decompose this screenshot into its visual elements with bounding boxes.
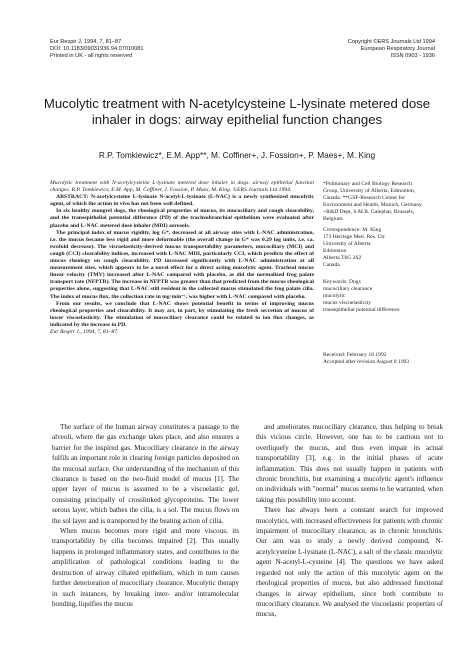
- correspondence: [323, 227, 443, 268]
- printed-line: Printed in UK - all rights reserved: [50, 53, 133, 59]
- journal-header-right: [348, 39, 435, 60]
- correspondence-line: University of Alberta: [323, 240, 371, 247]
- keywords: [323, 279, 443, 314]
- body-paragraph: When mucus becomes more rigid and more viscous, its transportability by cilia becomes impaired [2]. This usually happens in prolonged inflammatory states, and contributes to the amplification of pathological conditions leading to the destruction of airway ciliated epithelium, which in turn causes further deterioration of mucociliary clearance. Mucolytic therapy in such instances, by breaking inter- and/or intramolecular bonding, liquifies the mucus: [52, 527, 239, 608]
- abstract-label: ABSTRACT:: [56, 194, 89, 201]
- abstract-p2: In six healthy mongrel dogs, the rheological properties of mucus, its mucociliary and cough clearability, and the transepithelial potential difference (PD) of the tracheobronchial epithelium were evaluated after placebo and L-NAC metered dose inhaler (MDI) aerosols.: [50, 208, 314, 229]
- keyword-line: transepithelial potential difference: [323, 306, 400, 313]
- journal-header-left: [50, 39, 144, 60]
- correspondence-line: Canada: [323, 261, 340, 268]
- body-column-left: [52, 422, 239, 609]
- keyword-line: mucociliary clearance: [323, 285, 373, 292]
- abstract-p1: N-acetylcysteine L-lysinate N-acetyl-L-lysinate (L-NAC) is a newly synthesized mucolytic agent, of which the action in vivo has not been well defined.: [50, 194, 315, 208]
- paper-title: Mucolytic treatment with N-acetylcysteine L-lysinate metered dose inhaler in dogs: airway epithelial function changes: [43, 96, 431, 127]
- correspondence-line: Alberta T6G 2S2: [323, 254, 362, 261]
- abstract-footer: Eur Respir J., 1994, 7, 81–87.: [50, 328, 119, 335]
- abstract-citation: Mucolytic treatment with N-acetylcysteine L-lysinate metered dose inhaler in dogs: airway epithelial function changes. R.P. Tomkiewicz, E.M. App, M. Coffiner, J. Fossion, P. Maes, M. King. ©ERS Journals Ltd 1994.: [50, 180, 314, 194]
- accepted-date: Accepted after revision August 8 1993: [323, 358, 410, 365]
- body-paragraph: The surface of the human airway constitutes a passage to the alveoli, where the gas exchange takes place, and also ensures a barrier for the inspired gas. Mucociliary clearance in the airway fulfils an important role in clearing foreign particles deposited on the mucosal surface. Our understanding of the mechanism of this clearance is based on the two-fluid model of mucus [1]. The upper layer of mucus is assumed to be a viscoelastic gel, consisting principally of crosslinked glycoproteins. The lower serous layer, which bathes the cilia, is a sol. The mucus flows on the sol layer and is transported by the beating action of cilia.: [52, 423, 239, 525]
- keyword-line: mucolytic: [323, 292, 346, 299]
- body-paragraph: and ameliorates mucociliary clearance, thus helping to break this vicious circle. However, one has to be cautious not to overliquefy the mucus, and thus even impair its actual transportability [3], e.g. in the initial phases of acute inflammation. This does not usually happen in patients with chronic bronchitis, but examining a mucolytic agent's influence on individuals with "normal" mucus seems to be warranted, when taking this possibility into account.: [256, 423, 443, 504]
- doi-line: DOI: 10.1183/09031936.94.07010081: [50, 46, 144, 52]
- correspondence-line: Edmonton: [323, 247, 347, 254]
- issn-line: ISSN 0903 - 1936: [390, 53, 435, 59]
- affiliation-line: Environment and Health, Munich, Germany.: [323, 201, 423, 208]
- body-column-right: [256, 422, 443, 620]
- abstract-p4: From our results, we conclude that L-NAC shows potential benefit in terms of improving mucus rheological properties and clearability. It may act, in part, by stimulating the fresh secretion of mucus of lower viscoelasticity. The stimulation of mucociliary clearance could be related to ion flux changes, as indicated by the increase in PD.: [50, 300, 314, 328]
- affiliations: [323, 181, 443, 222]
- affiliation-line: Group, University of Alberta, Edmonton,: [323, 187, 416, 194]
- copyright-line: Copyright ©ERS Journals Ltd 1994: [347, 39, 435, 45]
- affiliation-line: +R&D Dept, S.M.B. Galephar, Brussels,: [323, 208, 415, 215]
- keyword-line: mucus viscoelasticity: [323, 299, 372, 306]
- journal-citation: Eur Respir J, 1994, 7, 81–87: [50, 39, 122, 45]
- abstract: [50, 180, 314, 336]
- author-list: R.P. Tomkiewicz*, E.M. App**, M. Coffiner+, J. Fossion+, P. Maes+, M. King: [98, 150, 376, 160]
- received-date: Received: February 18 1992: [323, 352, 387, 358]
- abstract-intro: [50, 194, 314, 208]
- received-dates: [323, 352, 443, 366]
- keyword-line: Keywords: Dogs: [323, 279, 361, 285]
- correspondence-line: Correspondence: M. King: [323, 227, 382, 233]
- abstract-p3: The principal index of mucus rigidity, log G*, decreased at all airway sites with L-NAC administration, i.e. the mucus became less rigid and more deformable (the overall change in G* was 0.29 log units, i.e. ca. twofold decrease). The viscoelasticity-derived mucus transportability parameters, mucociliary (MCI) and cough (CCI) clearability indices, increased with L-NAC MDI, particularly CCI, which predicts the effect of mucus rheology on cough clearability. PD increased significantly with L-NAC administration at all measurement sites, which appears to be a novel effect for a direct acting mucolytic agent. Tracheal mucus linear velocity (TMV) increased after L-NAC compared with placebo, as did the normalized frog palate transport rate (NFPTR). The increase in NFPTR was greater than that predicted from the mucus rheological properties alone, suggesting that L-NAC still resident in the collected mucus stimulated the frog palate cilia. The index of mucus flux, the collection rate in mg·min⁻¹, was higher with L-NAC compared with placebo.: [50, 229, 314, 300]
- correspondence-line: 173 Heritage Med. Res. Ctr.: [323, 233, 386, 240]
- affiliation-line: Belgium.: [323, 215, 344, 222]
- affiliation-line: Canada. **GSF-Research Center for: [323, 194, 406, 201]
- affiliation-line: *Pulmonary and Cell Biology Research: [323, 181, 412, 187]
- journal-name: European Respiratory Journal: [360, 46, 435, 52]
- body-paragraph: There has always been a constant search for improved mucolytics, with increased effectiveness for patients with chronic impairment of mucociliary clearance, as in chronic bronchitis. Our aim was to study a newly derived compound, N-acetylcysteine L-lysinate (L-NAC), a salt of the classic mucolytic agent N-acetyl-L-cysteine [4]. The questions we have asked regarded not only the action of this mucolytic agent on the rheological properties of mucus, but also addressed functional changes in airway epithelium, since both contribute to mucociliary clearance. We analysed the viscoelastic properties of mucus,: [256, 506, 443, 619]
